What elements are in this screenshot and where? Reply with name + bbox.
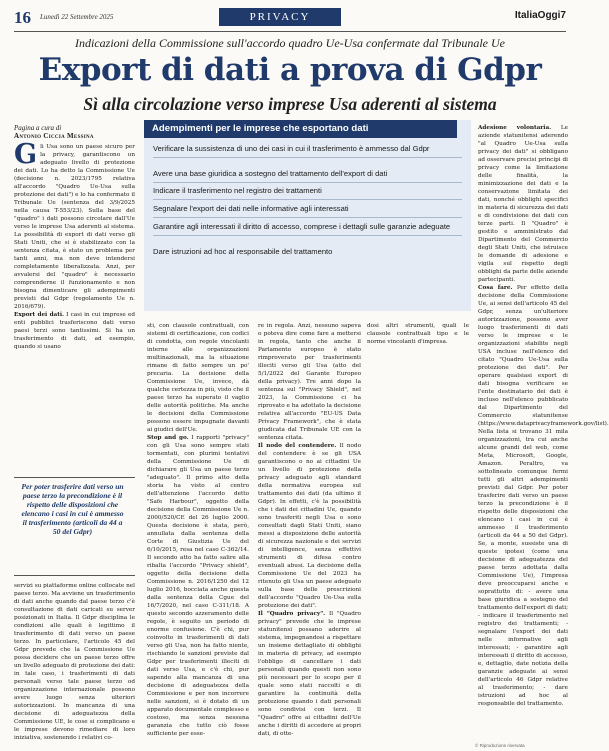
col1-paragraph-2: I casi in cui imprese ed enti pubblici trasferiscono dati verso paesi terzi sono tantissimi. Si ha un trasferimento di dati, ad esempio, quando si usano: [14, 312, 135, 350]
pull-quote-rule-bottom: [14, 575, 135, 576]
page-number: 16: [14, 8, 31, 27]
article-kicker: Indicazioni della Commissione sull'accordo quadro Ue-Usa confermate dal Tribunale Ue: [75, 36, 505, 50]
box-title: Adempimenti per le imprese che esportano dati: [144, 120, 457, 138]
adempimenti-box: [144, 120, 471, 311]
box-item: Dare istruzioni ad hoc al responsabile del trattamento: [153, 247, 333, 256]
box-item: Garantire agli interessati il diritto di accesso, comprese i dettagli sulle garanzie adeguate: [153, 222, 462, 236]
article-subheadline: Sì alla circolazione verso imprese Usa aderenti al sistema: [83, 94, 497, 114]
box-item: Segnalare l'export dei dati nelle informative agli interessati: [153, 204, 462, 218]
byline-author: Antonio Ciccia Messina: [14, 132, 94, 140]
col1-paragraph-3: servizi su piattaforme online collocate nel paese terzo. Ma avviene un trasferimento di dati anche quando dal paese terzo c'è consultazione di dati caricati su server posizionati in Italia. Il Gdpr disciplina le condizioni alle quali è legittimo il trasferimento di dati verso un paese terzo. In particolare, l'articolo 45 del Gdpr prevede che la Commissione Ue possa decidere che un paese terzo offre un livello adeguato di protezione dei dati: in tale caso, i trasferimenti di dati personali verso tale paese terzo od organizzazione internazionale possono avere luogo senza ulteriori autorizzazioni. In mancanza di una decisione di adeguatezza della Commissione UE, le cose si complicano e le imprese devono rimediare di loro iniziativa, sostenendo i relativi co-: [14, 583, 135, 741]
section-label: PRIVACY: [219, 8, 341, 26]
col2-subhead: Stop and go.: [147, 435, 189, 441]
col2-paragraph-1: sti, con clausole contrattuali, con sistemi di certificazione, con codici di condotta, con regole vincolanti interne alle organizzazioni multinazionali, ma la situazione rimane di fatto sempre un po' precaria. La decisione della Commissione Ue, invece, dà qualche certezza in più, visto che il paese terzo ha superato il vaglio delle autorità politiche. Ma anche le decisioni della Commissione possono essere impugnate davanti ai giudici dell'Ue.: [147, 323, 249, 433]
col2-paragraph-2: I rapporti "privacy" con gli Usa sono sempre stati tormentati, con plurimi tentativi della Commissione Ue di dichiarare gli Usa un paese terzo "adeguato". Il primo atto della storia ha visto al centro dell'attenzione l'accordo detto "Safe Harbour", oggetto della decisione della Commissione Ue n. 2000/520/CE del 26 luglio 2000. Questa decisione è stata, però, annullata dalla sentenza della Corte di Giustizia Ue del 6/10/2015, resa nel caso C-362/14. Il secondo atto ha fatto salire alla ribalta l'accordo "Privacy shield", oggetto della decisione della Commissione n. 2016/1250 del 12 luglio 2016, bocciata anche questa dalla sentenza della Cgue del 16/7/2020, nel caso C-311/18. A questo secondo azzeramento delle regole, è seguito un periodo di enorme confusione. C'è chi, pur coinvolto in trasferimenti di dati verso gli Usa, non ha fatto niente, rischiando le sanzioni previste dal Gdpr per trasferimenti illeciti di dati verso Usa, e c'è chi, pur sapendo alla mancanza di una decisione di adeguatezza della Commissione e per non incorrere nelle sanzioni, si è dotato di un apparato documentale complesso e costoso, ma senza nessuna garanzia che tutto ciò fosse sufficiente per esse-: [147, 435, 249, 737]
box-item: Verificare la sussistenza di uno dei casi in cui il trasferimento è ammesso dal Gdpr: [153, 144, 462, 158]
col5-subhead-1: Adesione volontaria.: [478, 125, 552, 131]
drop-cap: G: [14, 139, 38, 170]
column-5: [478, 124, 609, 740]
copyright-note: © Riproduzione riservata: [475, 743, 525, 748]
box-item: Indicare il trasferimento nel registro dei trattamenti: [153, 186, 462, 200]
col4-paragraph-0: dosi altri strumenti, quali le clausole contrattuali tipo e le norme vincolanti d'impresa.: [367, 323, 469, 345]
masthead-logo: ItaliaOggi7: [514, 10, 566, 21]
column-4: [367, 322, 469, 744]
col5-subhead-2: Cosa fare.: [478, 285, 513, 291]
col3-paragraph-2: Il nodo del contendere è se gli USA garantiscono o no ai cittadini Ue un livello di protezione della privacy adeguato agli standard della normativa europea sul trattamento dei dati (da ultimo il Gdpr). In effetti, c'è la possibilità che i dati dei cittadini Ue, quando sono trasferiti negli Usa o sono consultati dagli Stati Uniti, siano messi a disposizione delle autorità di sicurezza nazionale e dei servizi di intelligence, senza effettivi strumenti di difesa contro eventuali abusi. La decisione della Commissione Ue del 2023 ha ritenuto gli Usa un paese adeguato sulla base delle prescrizioni dell'accordo "Quadro Ue-Usa sulla protezione dei dati".: [258, 443, 361, 609]
col1-paragraph-1: li Usa sono un paese sicuro per la privacy, garantiscono un adeguato livello di protezione dei dati. Lo ha detto la Commissione Ue (decisione n. 2023/1795 relativa all'accordo "Quadro Ue-Usa sulla protezione dei dati") e lo ha confermato il Tribunale Ue (sentenza del 3/9/2025 nella causa T-553/23). Sulla base del "quadro" i dati possono circolare dall'Ue verso le imprese Usa aderenti al sistema. La possibilità di export di dati verso gli Stati Uniti, che si è stabilizzato con la sentenza citata, è stato un problema per tanti anni, ma non deve intendersi completamente liberalizzata. Anzi, per avvalersi del "quadro" è necessario comprenderne il funzionamento e non bisogna dimenticare gli adempimenti previsti dal Gdpr (regolamento Ue n. 2016/679).: [14, 144, 135, 310]
col5-paragraph-2: Per effetto della decisione della Commissione Ue, ai sensi dell'articolo 45 del Gdpr, senza un'ulteriore autorizzazione, possono aver luogo trasferimenti di dati verso le imprese e le organizzazioni stabilite negli USA incluse nell'elenco del citato "Quadro Ue-Usa sulla protezione dei dati". Per operare qualsiasi export di dati bisogna verificare se l'ente destinatario dei dati è incluso nell'elenco pubblicato dal Dipartimento del Commercio statunitense (https://www.dataprivacyframework.gov/list). Nella lista si trovano 31 mila organizzazioni, tra cui anche alcune grandi del web, come Meta, Microsoft, Google, Amazon. Peraltro, va sottolineato comunque fermi tutti gli altri adempimenti previsti dal Gdpr. Per poter trasferire dati verso un paese terzo la precondizione è il rispetto delle disposizioni che elencano i casi in cui è ammesso il trasferimento (articoli da 44 a 50 del Gdpr). Se, a monte, sussiste una di queste ipotesi (come una decisione di adeguatezza del paese terzo adottata dalla Commissione Ue), l'impresa deve preoccuparsi anche e soprattutto di: - avere una base giuridica a sostegno del trattamento dell'export di dati; - indicare il trasferimento nel registro dei trattamenti; - segnalare l'export dei dati nelle informative agli interessati; - garantire agli interessati il diritto di accesso, e, dettaglio, date notizia della garanzie adeguate ai sensi dell'articolo 46 Gdpr relative al trasferimento; - dare istruzioni ad hoc al responsabile del trattamento.: [478, 285, 609, 707]
page-header: [14, 8, 566, 28]
col3-paragraph-3: Il "Quadro privacy" prevede che le imprese statunitensi possano aderire al sistema, impegnandosi a rispettare un insieme dettagliato di obblighi in materia di privacy, ad esempio l'obbligo di cancellare i dati personali quando questi non sono più necessari per lo scopo per il quale sono stati raccolti e di garantire la continuità della protezione quando i dati personali sono condivisi con terzi. Il "Quadro" offre ai cittadini dell'Ue anche i diritti di accedere ai propri dati, di otte-: [258, 611, 361, 737]
pull-quote-rule-top: [14, 477, 135, 478]
pull-quote: Per poter trasferire dati verso un paese terzo la precondizione è il rispetto delle disposizioni che elencano i casi in cui è ammesso il trasferimento (articoli da 44 a 50 del Gdpr): [21, 482, 124, 536]
article-headline: Export di dati a prova di Gdpr: [38, 52, 542, 88]
col1-subhead: Export dei dati.: [14, 312, 64, 318]
col3-subhead-2: Il "Quadro privacy".: [258, 611, 326, 617]
box-item: Avere una base giuridica a sostegno del trattamento dell'export di dati: [153, 169, 462, 183]
byline-prefix: Pagina a cura di: [14, 124, 62, 132]
column-3: [258, 322, 361, 744]
col5-paragraph-1: Le aziende statunitensi aderendo "al Quadro Ue-Usa sulla privacy dei dati" si obbligano ad osservare precisi principi di privacy come la limitazione delle finalità, la minimizzazione dei dati e la conservazione limitata dei dati, nonché obblighi specifici in materia di sicurezza dei dati e di condivisione dei dati con terze parti. Il "Quadro" è gestito e amministrato dal Dipartimento del Commercio degli Stati Uniti, che istruisce le domande di adesione e vigila sul rispetto degli obblighi da parte delle aziende partecipanti.: [478, 125, 568, 283]
column-1-bottom: [14, 582, 135, 744]
col3-paragraph-1: re in regola. Anzi, nessuno sapeva o poteva dire come fare a mettersi in regola, tanto che anche il Parlamento europeo è stato rimproverato per trasferimenti illeciti verso gli Usa (atto del 5/1/2022 del Garante Europeo della privacy). Tre anni dopo la sentenza sul "Privacy Shield", nel 2023, la Commissione ci ha riprovato e ha adottato la decisione relativa all'accordo "EU-US Data Privacy Framework", che è stata giudicata dal Tribunale UE con la sentenza citata.: [258, 323, 361, 441]
col3-subhead-1: Il nodo del contendere.: [258, 443, 337, 449]
column-1-top: [14, 139, 135, 473]
column-2: [147, 322, 249, 744]
issue-date: Lunedì 22 Settembre 2025: [40, 13, 114, 21]
header-divider: [14, 31, 566, 32]
